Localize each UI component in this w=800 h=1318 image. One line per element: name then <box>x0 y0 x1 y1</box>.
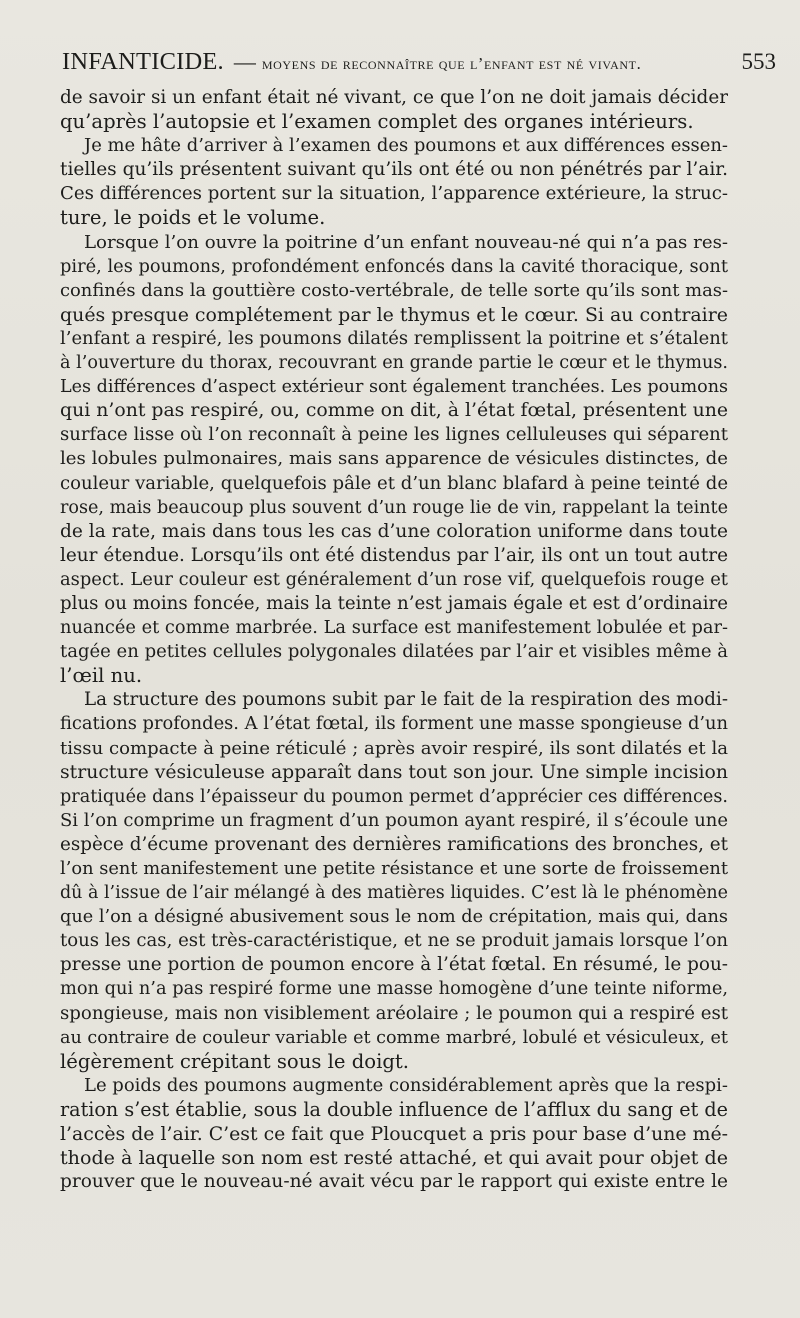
text-line: qui n’ont pas respiré, ou, comme on dit, à l’état fœtal, présentent une <box>60 400 728 422</box>
text-line: tielles qu’ils présentent suivant qu’ils ont été ou non pénétrés par l’air. <box>60 159 728 181</box>
text-line: thode à laquelle son nom est resté attaché, et qui avait pour objet de <box>60 1146 728 1170</box>
text-line: espèce d’écume provenant des dernières ramifications des bronches, et <box>60 833 728 855</box>
text-line: qu’après l’autopsie et l’examen complet des organes intérieurs. <box>60 110 694 134</box>
text-line: spongieuse, mais non visiblement aréolaire ; le poumon qui a respiré est <box>60 1002 728 1024</box>
section-subtitle: moyens de reconnaître que l’enfant est né vivant. <box>261 54 642 73</box>
text-line: confinés dans la gouttière costo-vertébrale, de telle sorte qu’ils sont mas- <box>60 279 728 301</box>
chapter-title: INFANTICIDE. <box>62 48 224 75</box>
text-line: légèrement crépitant sous le doigt. <box>60 1049 409 1073</box>
text-line: au contraire de couleur variable et comme marbré, lobulé et vésiculeux, et <box>60 1027 728 1048</box>
text-line: l’enfant a respiré, les poumons dilatés remplissent la poitrine et s’étalent <box>60 327 728 349</box>
body-text <box>60 86 728 1194</box>
text-line: presse une portion de poumon encore à l’état fœtal. En résumé, le pou- <box>60 954 728 976</box>
text-line: surface lisse où l’on reconnaît à peine les lignes celluleuses qui séparent <box>60 424 728 446</box>
text-line: Les différences d’aspect extérieur sont également tranchées. Les poumons <box>60 377 728 398</box>
text-line: prouver que le nouveau-né avait vécu par le rapport qui existe entre le <box>60 1171 728 1193</box>
text-line: de savoir si un enfant était né vivant, ce que l’on ne doit jamais décider <box>60 87 728 108</box>
text-line: à l’ouverture du thorax, recouvrant en grande partie le cœur et le thymus. <box>60 353 728 374</box>
text-line: structure vésiculeuse apparaît dans tout son jour. Une simple incision <box>60 761 728 783</box>
text-line: l’accès de l’air. C’est ce fait que Ploucquet a pris pour base d’une mé- <box>60 1123 728 1146</box>
text-line: que l’on a désigné abusivement sous le nom de crépitation, mais qui, dans <box>60 907 728 928</box>
text-line: Ces différences portent sur la situation, l’apparence extérieure, la struc- <box>60 183 728 205</box>
text-line: Lorsque l’on ouvre la poitrine d’un enfant nouveau-né qui n’a pas res- <box>84 231 728 253</box>
text-line: qués presque complétement par le thymus et le cœur. Si au contraire <box>60 303 728 326</box>
text-line: mon qui n’a pas respiré forme une masse homogène d’une teinte niforme, <box>60 978 728 1000</box>
text-line: dû à l’issue de l’air mélangé à des matières liquides. C’est là le phénomène <box>60 883 728 904</box>
text-line: Si l’on comprime un fragment d’un poumon ayant respiré, il s’écoule une <box>60 809 728 831</box>
text-line: tissu compacte à peine réticulé ; après avoir respiré, ils sont dilatés et la <box>60 737 728 759</box>
text-line: Je me hâte d’arriver à l’examen des poumons et aux différences essen- <box>84 135 728 157</box>
text-line: les lobules pulmonaires, mais sans apparence de vésicules distinctes, de <box>60 448 728 470</box>
text-line: plus ou moins foncée, mais la teinte n’est jamais égale et est d’ordinaire <box>60 592 728 614</box>
text-line: ture, le poids et le volume. <box>60 206 326 230</box>
text-line: tagée en petites cellules polygonales dilatées par l’air et visibles même à <box>60 641 728 663</box>
running-header <box>62 48 776 82</box>
header-dash: — <box>233 49 256 74</box>
text-line: ration s’est établie, sous la double influence de l’afflux du sang et de <box>60 1097 728 1121</box>
text-line: de la rate, mais dans tous les cas d’une coloration uniforme dans toute <box>60 520 728 542</box>
text-line: nuancée et comme marbrée. La surface est manifestement lobulée et par- <box>60 617 728 639</box>
page-number: 553 <box>741 49 776 74</box>
text-line: fications profondes. A l’état fœtal, ils forment une masse spongieuse d’un <box>60 713 728 735</box>
text-line: leur étendue. Lorsqu’ils ont été distendus par l’air, ils ont un tout autre <box>60 544 728 566</box>
text-line: aspect. Leur couleur est généralement d’un rose vif, quelquefois rouge et <box>60 568 728 590</box>
text-line: pratiquée dans l’épaisseur du poumon permet d’apprécier ces différences. <box>60 786 728 807</box>
text-line: Le poids des poumons augmente considérablement après que la respi- <box>84 1074 728 1096</box>
text-line: piré, les poumons, profondément enfoncés dans la cavité thoracique, sont <box>60 255 728 277</box>
text-line: l’on sent manifestement une petite résistance et une sorte de froissement <box>60 858 728 879</box>
text-line: couleur variable, quelquefois pâle et d’un blanc blafard à peine teinté de <box>60 472 728 494</box>
text-line: l’œil nu. <box>60 664 143 688</box>
text-line: La structure des poumons subit par le fait de la respiration des modi- <box>84 689 728 711</box>
text-line: tous les cas, est très-caractéristique, et ne se produit jamais lorsque l’on <box>60 930 728 952</box>
text-line: rose, mais beaucoup plus souvent d’un rouge lie de vin, rappelant la teinte <box>60 497 728 518</box>
